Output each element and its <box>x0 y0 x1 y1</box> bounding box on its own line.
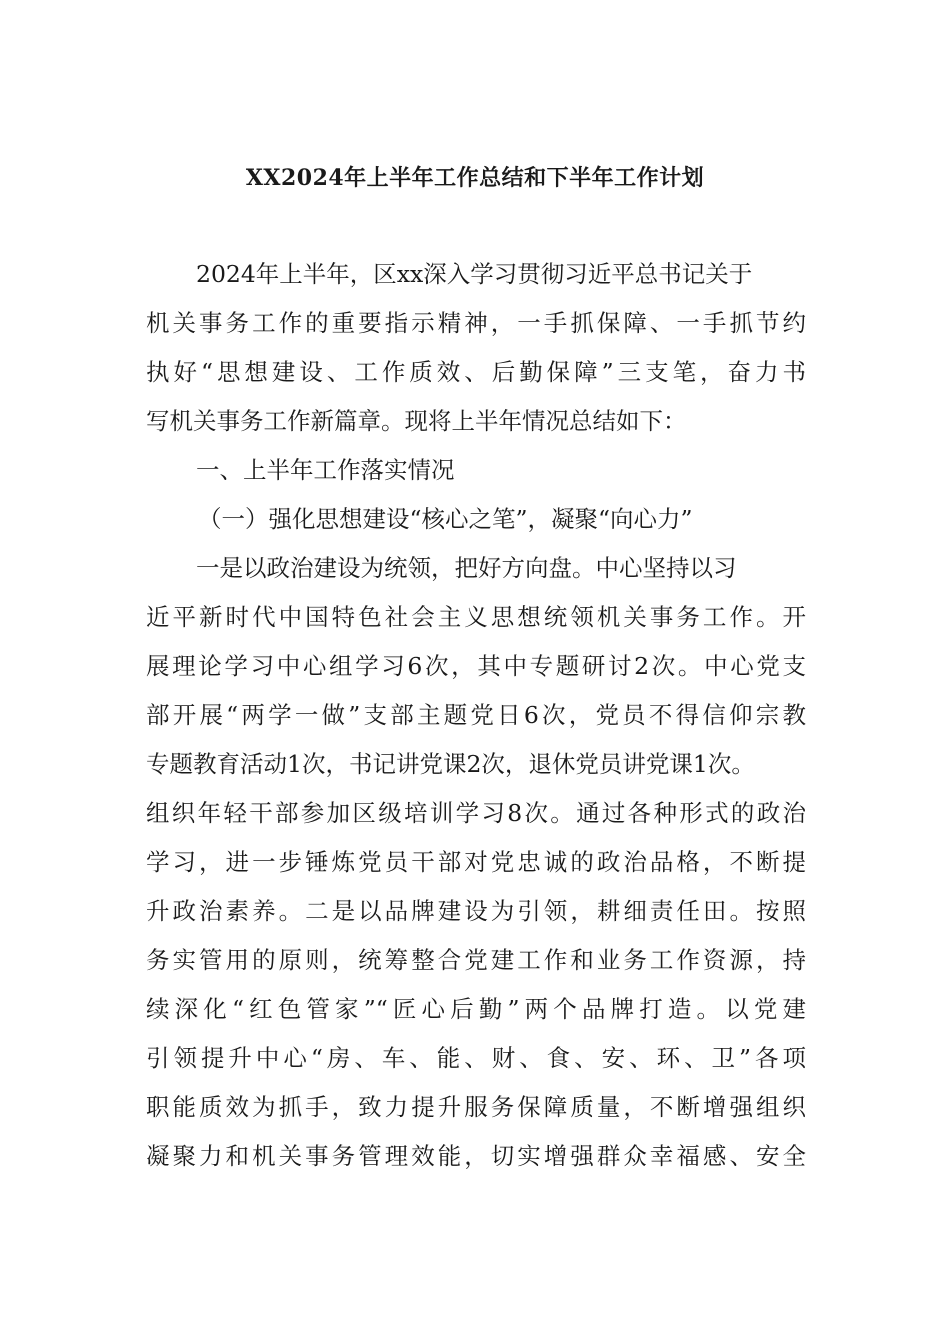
paragraph-line: 凝聚力和机关事务管理效能，切实增强群众幸福感、安全 <box>146 1142 806 1170</box>
paragraph-line: 组织年轻干部参加区级培训学习8次。通过各种形式的政治 <box>146 799 806 827</box>
paragraph-line: 专题教育活动1次，书记讲党课2次，退休党员讲党课1次。 <box>146 750 755 778</box>
section-heading: 一、上半年工作落实情况 <box>196 456 455 484</box>
paragraph-line: 务实管用的原则，统筹整合党建工作和业务工作资源，持 <box>146 946 806 974</box>
paragraph-line: 职能质效为抓手，致力提升服务保障质量，不断增强组织 <box>146 1093 806 1121</box>
paragraph-line: 机关事务工作的重要指示精神，一手抓保障、一手抓节约 <box>146 309 806 337</box>
paragraph-line: 部开展“两学一做”支部主题党日6次，党员不得信仰宗教 <box>146 701 806 729</box>
paragraph-line: 学习，进一步锤炼党员干部对党忠诚的政治品格，不断提 <box>146 848 806 876</box>
paragraph-line: 升政治素养。二是以品牌建设为引领，耕细责任田。按照 <box>146 897 806 925</box>
paragraph-line: 写机关事务工作新篇章。现将上半年情况总结如下： <box>146 407 687 435</box>
paragraph-line: 展理论学习中心组学习6次，其中专题研讨2次。中心党支 <box>146 652 806 680</box>
paragraph-line: 引领提升中心“房、车、能、财、食、安、环、卫”各项 <box>146 1044 806 1072</box>
document-title: XX2024年上半年工作总结和下半年工作计划 <box>245 165 705 191</box>
paragraph-line: 近平新时代中国特色社会主义思想统领机关事务工作。开 <box>146 603 806 631</box>
paragraph-line: 执好“思想建设、工作质效、后勤保障”三支笔，奋力书 <box>146 358 806 386</box>
subsection-heading: （一）强化思想建设“核心之笔”，凝聚“向心力” <box>198 505 693 533</box>
document-body <box>146 250 806 1181</box>
paragraph-line: 续深化“红色管家”“匠心后勤”两个品牌打造。以党建 <box>146 995 806 1023</box>
paragraph-line: 2024年上半年，区xx深入学习贯彻习近平总书记关于 <box>196 260 753 288</box>
paragraph-line: 一是以政治建设为统领，把好方向盘。中心坚持以习 <box>196 554 737 582</box>
